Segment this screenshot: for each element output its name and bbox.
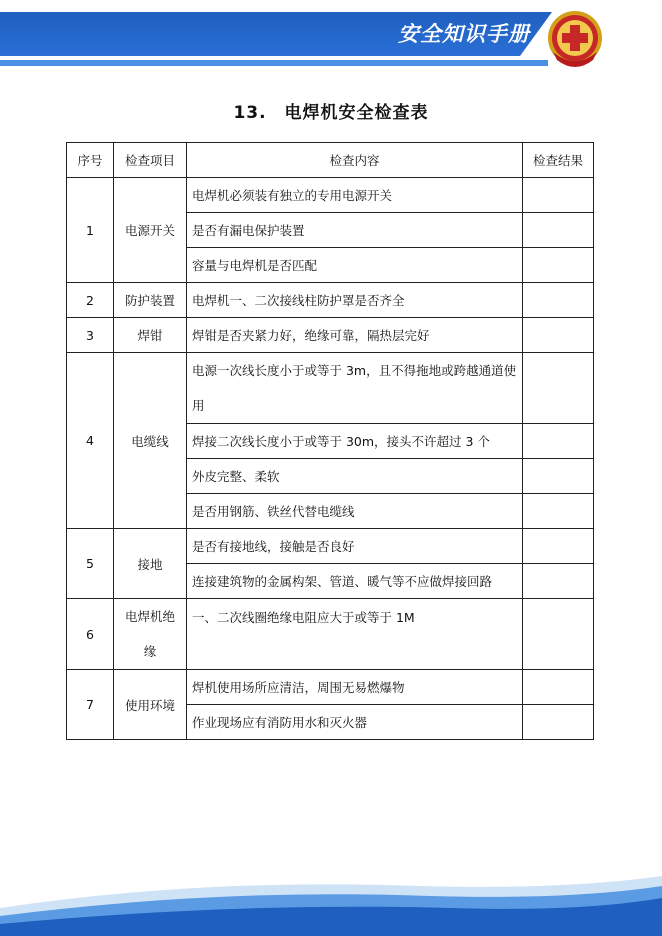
check-result-cell[interactable] bbox=[523, 564, 594, 599]
check-content: 是否有漏电保护装置 bbox=[187, 213, 523, 248]
row-number: 6 bbox=[67, 599, 114, 670]
row-number: 7 bbox=[67, 670, 114, 740]
check-content: 电源一次线长度小于或等于 3m，且不得拖地或跨越通道使用 bbox=[187, 353, 523, 424]
check-content: 是否有接地线，接触是否良好 bbox=[187, 529, 523, 564]
column-header-item: 检查项目 bbox=[114, 143, 187, 178]
check-content: 电焊机一、二次接线柱防护罩是否齐全 bbox=[187, 283, 523, 318]
check-result-cell[interactable] bbox=[523, 599, 594, 670]
row-number: 5 bbox=[67, 529, 114, 599]
table-row bbox=[67, 670, 594, 705]
column-header-result: 检查结果 bbox=[523, 143, 594, 178]
check-result-cell[interactable] bbox=[523, 178, 594, 213]
safety-check-table bbox=[66, 142, 594, 740]
table-row bbox=[67, 353, 594, 424]
check-content: 焊接二次线长度小于或等于 30m，接头不许超过 3 个 bbox=[187, 424, 523, 459]
check-content: 外皮完整、柔软 bbox=[187, 459, 523, 494]
column-header-no: 序号 bbox=[67, 143, 114, 178]
check-result-cell[interactable] bbox=[523, 670, 594, 705]
check-result-cell[interactable] bbox=[523, 213, 594, 248]
check-content: 容量与电焊机是否匹配 bbox=[187, 248, 523, 283]
row-number: 4 bbox=[67, 353, 114, 529]
check-item: 防护装置 bbox=[114, 283, 187, 318]
row-number: 2 bbox=[67, 283, 114, 318]
table-row bbox=[67, 283, 594, 318]
row-number: 1 bbox=[67, 178, 114, 283]
table-row bbox=[67, 599, 594, 670]
column-header-content: 检查内容 bbox=[187, 143, 523, 178]
check-content: 电焊机必须装有独立的专用电源开关 bbox=[187, 178, 523, 213]
document-title: 13. 电焊机安全检查表 bbox=[233, 103, 429, 123]
check-content: 是否用钢筋、铁丝代替电缆线 bbox=[187, 494, 523, 529]
check-item: 电源开关 bbox=[114, 178, 187, 283]
check-result-cell[interactable] bbox=[523, 424, 594, 459]
header-title: 安全知识手册 bbox=[398, 22, 530, 46]
header-line bbox=[0, 60, 600, 66]
row-number: 3 bbox=[67, 318, 114, 353]
check-content: 焊钳是否夹紧力好，绝缘可靠，隔热层完好 bbox=[187, 318, 523, 353]
check-content: 一、二次线圈绝缘电阻应大于或等于 1M bbox=[187, 599, 523, 670]
check-item: 电焊机绝缘 bbox=[114, 599, 187, 670]
check-item: 使用环境 bbox=[114, 670, 187, 740]
check-result-cell[interactable] bbox=[523, 318, 594, 353]
footer-wave bbox=[0, 868, 662, 936]
check-result-cell[interactable] bbox=[523, 494, 594, 529]
check-result-cell[interactable] bbox=[523, 459, 594, 494]
safety-emblem-icon bbox=[543, 8, 607, 72]
check-content: 连接建筑物的金属构架、管道、暖气等不应做焊接回路 bbox=[187, 564, 523, 599]
check-item: 接地 bbox=[114, 529, 187, 599]
check-content: 焊机使用场所应清洁，周围无易燃爆物 bbox=[187, 670, 523, 705]
check-content: 作业现场应有消防用水和灭火器 bbox=[187, 705, 523, 740]
table-row bbox=[67, 529, 594, 564]
table-header-row bbox=[67, 143, 594, 178]
check-result-cell[interactable] bbox=[523, 353, 594, 424]
table-row bbox=[67, 318, 594, 353]
check-result-cell[interactable] bbox=[523, 283, 594, 318]
check-result-cell[interactable] bbox=[523, 705, 594, 740]
check-item: 焊钳 bbox=[114, 318, 187, 353]
check-result-cell[interactable] bbox=[523, 529, 594, 564]
check-result-cell[interactable] bbox=[523, 248, 594, 283]
check-item: 电缆线 bbox=[114, 353, 187, 529]
table-row bbox=[67, 178, 594, 213]
